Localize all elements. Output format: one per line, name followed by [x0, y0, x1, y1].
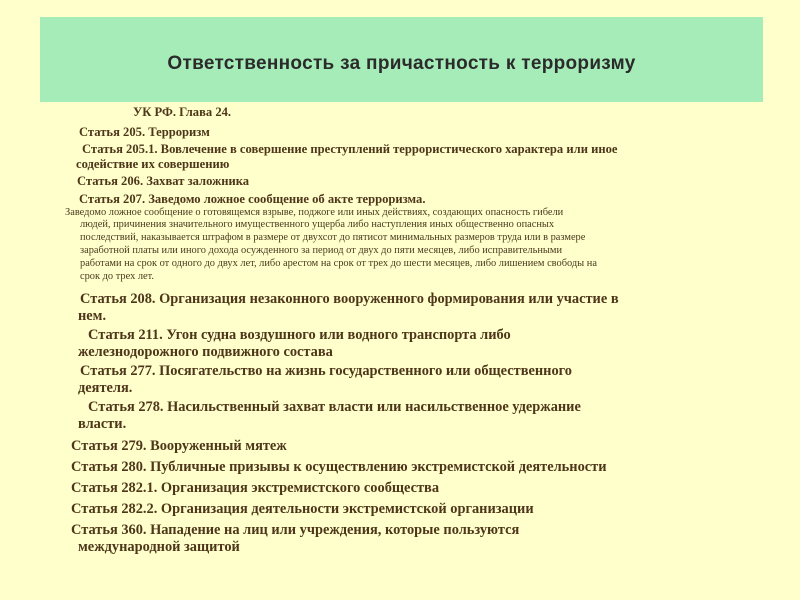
article-207-text-line1: Заведомо ложное сообщение о готовящемся взрыве, поджоге или иных действиях, создающих опасность гибели [65, 207, 564, 218]
article-360-line2: международной защитой [78, 539, 240, 555]
article-206: Статья 206. Захват заложника [77, 174, 250, 188]
article-205-1-line2: содействие их совершению [76, 157, 230, 171]
article-280: Статья 280. Публичные призывы к осуществлению экстремистской деятельности [71, 459, 607, 475]
article-277-line1: Статья 277. Посягательство на жизнь государственного или общественного [80, 363, 573, 379]
article-360-line1: Статья 360. Нападение на лиц или учреждения, которые пользуются [71, 522, 520, 538]
article-208-line2: нем. [78, 308, 107, 324]
article-205-1-line1: Статья 205.1. Вовлечение в совершение преступлений террористического характера или иное [82, 142, 618, 156]
chapter-heading: УК РФ. Глава 24. [133, 105, 232, 119]
article-278-line1: Статья 278. Насильственный захват власти или насильственное удержание [88, 399, 581, 415]
article-278-line2: власти. [78, 416, 127, 432]
article-207-text-line3: последствий, наказывается штрафом в размере от двухсот до пятисот минимальных размеров труда или в размере [80, 232, 586, 243]
article-208-line1: Статья 208. Организация незаконного вооруженного формирования или участие в [80, 291, 619, 307]
article-207-text-line2: людей, причинения значительного имущественного ущерба либо наступления иных общественно опасных [80, 219, 555, 230]
article-207-text-line6: срок до трех лет. [80, 271, 155, 282]
article-279: Статья 279. Вооруженный мятеж [71, 438, 287, 454]
article-211-line1: Статья 211. Угон судна воздушного или водного транспорта либо [88, 327, 511, 343]
article-207-text-line5: работами на срок от одного до двух лет, либо арестом на срок от трех до шести месяцев, либо лишением свободы на [80, 258, 597, 269]
article-207: Статья 207. Заведомо ложное сообщение об акте терроризма. [79, 192, 426, 206]
article-282-2: Статья 282.2. Организация деятельности экстремистской организации [71, 501, 534, 517]
slide-title: Ответственность за причастность к терроризму [167, 52, 636, 74]
article-282-1: Статья 282.1. Организация экстремистского сообщества [71, 480, 440, 496]
article-277-line2: деятеля. [78, 380, 133, 396]
article-205: Статья 205. Терроризм [79, 125, 210, 139]
article-207-text-line4: заработной платы или иного дохода осужденного за период от двух до пяти месяцев, либо исправительными [80, 245, 563, 256]
article-211-line2: железнодорожного подвижного состава [78, 344, 333, 360]
